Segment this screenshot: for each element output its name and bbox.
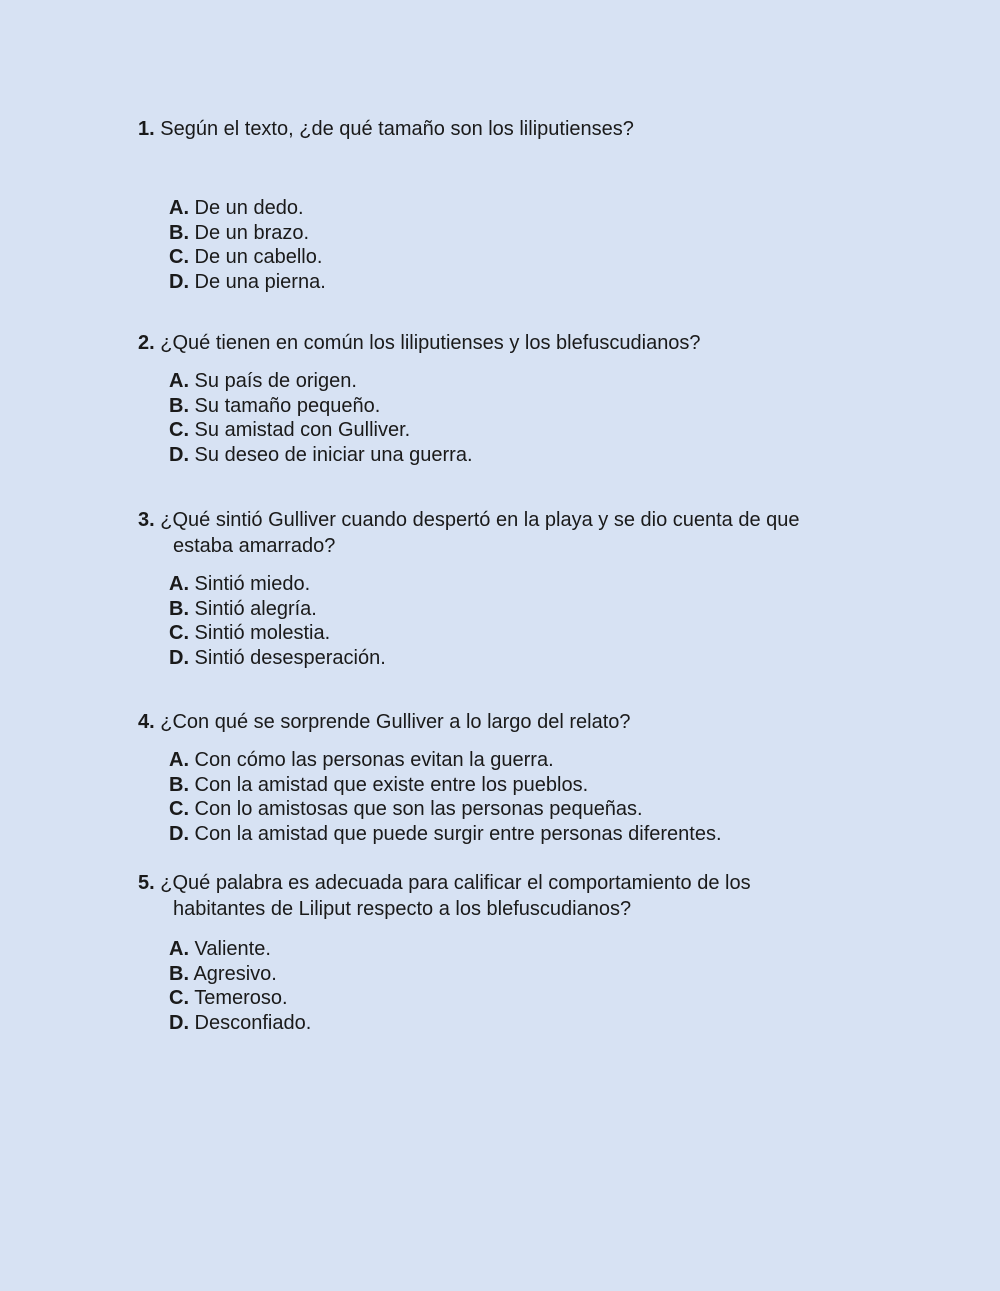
option-d[interactable]: [169, 1011, 878, 1036]
option-text: Sintió molestia.: [189, 622, 331, 644]
option-text: Su amistad con Gulliver.: [189, 419, 411, 441]
option-letter: B.: [169, 773, 189, 796]
question-5-text: [138, 870, 878, 896]
option-letter: C.: [169, 622, 189, 644]
option-text: De una pierna.: [189, 270, 326, 293]
options-list: [138, 369, 878, 467]
option-text: Con cómo las personas evitan la guerra.: [189, 749, 554, 771]
option-c[interactable]: [169, 245, 878, 270]
option-text: Sintió miedo.: [189, 573, 311, 595]
option-letter: C.: [169, 246, 189, 268]
option-a[interactable]: [169, 196, 878, 221]
question-2-text: [138, 330, 878, 356]
option-letter: D.: [169, 1011, 189, 1034]
question-5: [138, 870, 878, 1035]
option-letter: D.: [169, 822, 189, 845]
options-list: [138, 196, 878, 294]
option-d[interactable]: [169, 270, 878, 295]
option-text: Con la amistad que existe entre los pueblos.: [189, 773, 589, 796]
option-text: Su deseo de iniciar una guerra.: [189, 443, 473, 466]
option-c[interactable]: [169, 986, 878, 1011]
option-a[interactable]: [169, 937, 878, 962]
option-letter: A.: [169, 938, 189, 960]
option-text: Agresivo.: [189, 962, 277, 985]
question-number: 3.: [138, 509, 155, 531]
question-5-text-continued: habitantes de Liliput respecto a los blefuscudianos?: [173, 898, 632, 920]
question-3: [138, 507, 878, 670]
question-prompt: ¿Con qué se sorprende Gulliver a lo largo del relato?: [154, 711, 631, 733]
option-text: Su país de origen.: [189, 370, 357, 392]
option-d[interactable]: [169, 822, 878, 847]
option-c[interactable]: [169, 418, 878, 443]
question-1-text: [138, 116, 878, 142]
question-prompt: Según el texto, ¿de qué tamaño son los liliputienses?: [154, 118, 634, 140]
option-text: Sintió alegría.: [189, 597, 317, 620]
options-list: [138, 748, 878, 846]
option-letter: D.: [169, 443, 189, 466]
question-prompt: ¿Qué sintió Gulliver cuando despertó en la playa y se dio cuenta de que: [154, 509, 800, 531]
option-text: Desconfiado.: [189, 1011, 312, 1034]
option-c[interactable]: [169, 797, 878, 822]
question-1: [138, 116, 878, 294]
question-prompt: ¿Qué tienen en común los liliputienses y los blefuscudianos?: [154, 332, 701, 354]
option-text: Con lo amistosas que son las personas pequeñas.: [189, 798, 643, 820]
question-3-text-continued: estaba amarrado?: [173, 535, 336, 557]
question-2: [138, 330, 878, 467]
question-number: 2.: [138, 332, 155, 354]
option-letter: A.: [169, 370, 189, 392]
option-b[interactable]: [169, 597, 878, 622]
question-4: [138, 709, 878, 846]
question-4-text: [138, 709, 878, 735]
option-c[interactable]: [169, 621, 878, 646]
option-b[interactable]: [169, 962, 878, 987]
option-a[interactable]: [169, 369, 878, 394]
option-text: Su tamaño pequeño.: [189, 394, 381, 417]
option-letter: D.: [169, 646, 189, 669]
option-text: Temeroso.: [189, 987, 288, 1009]
option-letter: B.: [169, 597, 189, 620]
option-text: Sintió desesperación.: [189, 646, 386, 669]
option-text: Con la amistad que puede surgir entre personas diferentes.: [189, 822, 722, 845]
question-number: 4.: [138, 711, 155, 733]
option-letter: D.: [169, 270, 189, 293]
option-b[interactable]: [169, 221, 878, 246]
option-text: De un dedo.: [189, 197, 304, 219]
option-d[interactable]: [169, 443, 878, 468]
option-b[interactable]: [169, 394, 878, 419]
option-d[interactable]: [169, 646, 878, 671]
question-3-text: [138, 507, 878, 533]
option-letter: A.: [169, 197, 189, 219]
option-letter: B.: [169, 962, 189, 985]
options-list: [138, 937, 878, 1035]
question-number: 1.: [138, 118, 155, 140]
option-a[interactable]: [169, 572, 878, 597]
option-b[interactable]: [169, 773, 878, 798]
option-text: Valiente.: [189, 938, 271, 960]
option-letter: B.: [169, 221, 189, 244]
option-text: De un cabello.: [189, 246, 323, 268]
option-letter: C.: [169, 419, 189, 441]
option-letter: C.: [169, 987, 189, 1009]
option-letter: A.: [169, 573, 189, 595]
option-text: De un brazo.: [189, 221, 310, 244]
option-letter: B.: [169, 394, 189, 417]
options-list: [138, 572, 878, 670]
option-letter: A.: [169, 749, 189, 771]
question-number: 5.: [138, 872, 155, 894]
option-a[interactable]: [169, 748, 878, 773]
question-prompt: ¿Qué palabra es adecuada para calificar el comportamiento de los: [154, 872, 751, 894]
option-letter: C.: [169, 798, 189, 820]
